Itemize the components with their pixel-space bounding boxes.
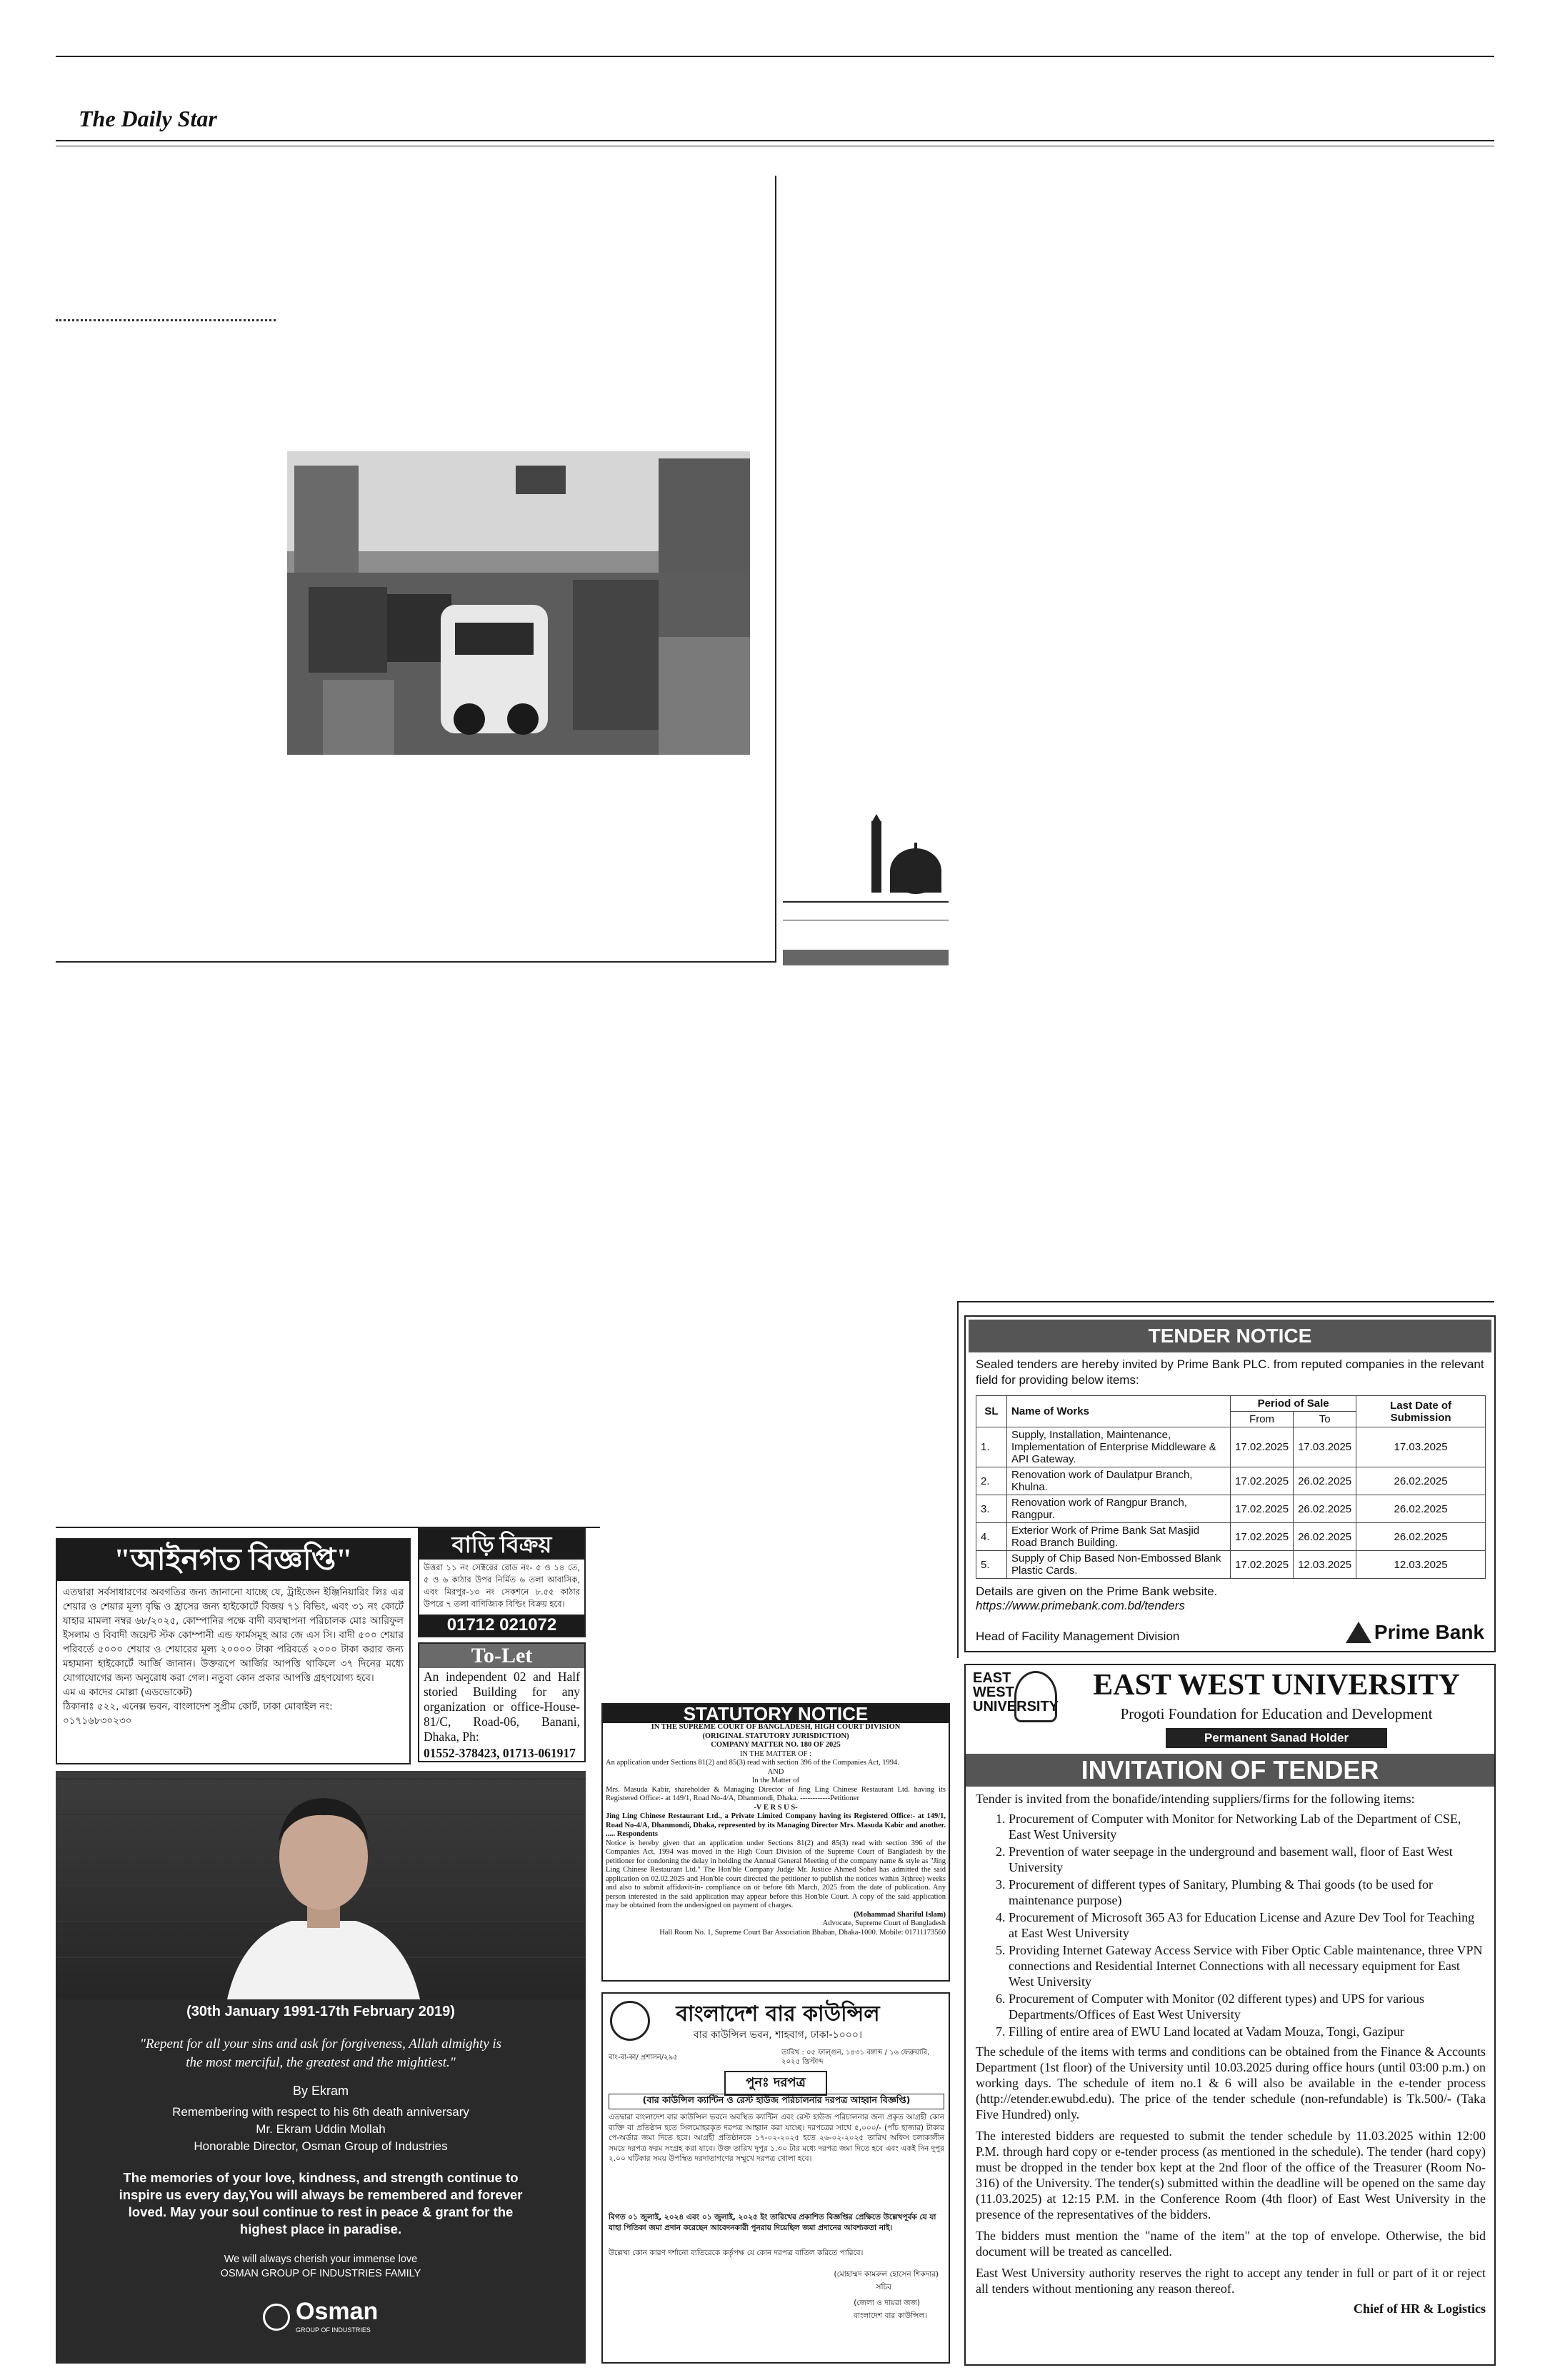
dotted-rule (56, 319, 276, 321)
ewu-logo-text: EAST WEST UNIVERSITY (973, 1670, 1059, 1714)
right-ads-rule (957, 1301, 959, 1658)
tender-head: Head of Facility Management Division (976, 1630, 1180, 1643)
statutory-signer: (Mohammad Shariful Islam) (854, 1910, 946, 1919)
tender-table (976, 1395, 1486, 1579)
ewu-content (976, 1791, 1486, 2316)
bar-council-note: উল্লেখ্য কোন কারণ দর্শানো ব্যতিরেকে কর্তৃপক্ষ যে কোন দরপত্র বাতিল করিতে পারিবে। (609, 2249, 864, 2257)
osman-logo-icon (263, 2304, 290, 2331)
legal-notice-body: এতদ্বারা সর্বসাধারণের অবগতির জন্য জানানো যাচ্ছে যে, ট্রাইজেন ইঞ্জিনিয়ারিং লিঃ এর শেয়ার ও শেয়ার মূল্য বৃদ্ধি ও হ্রাসের জন্য হাইকোর্টে বিজয় ৭১ বিভিং, এবং ৩১ নং কোর্টে যাহার মামলা নম্বর ৬৮/২০২৫, কোম্পানির পক্ষে বাদী ব্যবস্থাপনা পরিচালক মোঃ আরিফুল ইসলাম ও বিবাদী জয়েন্ট স্টক কোম্পানী এন্ড ফার্মসমূহ আর জে এস সি। বাদী ৫০০ শেয়ার পরিবর্তে ৫০০০ শেয়ার ও শেয়ারের মূল্য ২০০০০ টাকা পরিবর্তে ২০০০ টাকা করার জন্য মহামান্য হাইকোর্টে আর্জি জানান। উক্তরূপে আর্জির আপত্তি থাকিলে ৩৭ দিনের মধ্যে যোগাযোগের জন্য অনুরোধ করা গেল। নতুবা কোন প্রকার আপত্তি গ্রহণযোগ্য হবে। (63, 1587, 404, 1684)
memorial-ad (56, 1771, 586, 2364)
mosque-rule-1 (783, 901, 949, 903)
prime-bank-logo-text: Prime Bank (1374, 1621, 1484, 1643)
cell-sl: 3. (976, 1495, 1007, 1523)
statutory-court-3: COMPANY MATTER NO. 180 OF 2025 (711, 1741, 841, 1749)
bar-council-seal-icon (610, 2001, 650, 2041)
list-item: 1. Procurement of Computer with Monitor for Networking Lab of the Department of CSE, East West University (1009, 1811, 1486, 1842)
cell-name: Exterior Work of Prime Bank Sat Masjid Road Branch Building. (1007, 1523, 1231, 1551)
house-sale-body: উত্তরা ১১ নং সেক্টরের রোড নং- ৫ ও ১৪ তে, ৫ ও ৬ কাঠার উপর নির্মিত ৬ তলা আবাসিক, এবং মিরপুর-১৩ নং সেকশনে ৮.৫৫ কাঠার উপরে ৭ তলা বাণিজ্যিক বিল্ডিং বিক্রয় হবে। (424, 1562, 580, 1609)
statutory-and: AND (767, 1767, 784, 1776)
legal-notice-address: ঠিকানাঃ ৫২২, এনেক্স ভবন, বাংলাদেশ সুপ্রীম কোর্ট, ঢাকা মোবাইল নং: ০১৭১৬৮৩০২৩০ (63, 1701, 333, 1727)
cell-sl: 2. (976, 1467, 1007, 1495)
ewu-para4: East West University authority reserves the right to accept any tender in full or part of it or reject all tenders without mentioning any reason thereof. (976, 2266, 1486, 2296)
cell-from: 17.02.2025 (1231, 1551, 1294, 1579)
ewu-intro: Tender is invited from the bonafide/intending suppliers/firms for the following items: (976, 1792, 1415, 1806)
memorial-line3: Honorable Director, Osman Group of Industries (194, 2139, 448, 2153)
list-item: 7. Filling of entire area of EWU Land located at Vadam Mouza, Tongi, Gazipur (1009, 2024, 1486, 2039)
cell-to: 12.03.2025 (1294, 1551, 1356, 1579)
house-sale-title: বাড়ি বিক্রয় (419, 1530, 584, 1560)
statutory-versus: -V E R S U S- (754, 1803, 798, 1812)
statutory-notice-ad (601, 1703, 950, 1982)
cell-from: 17.02.2025 (1231, 1427, 1294, 1467)
ewu-name: EAST WEST UNIVERSITY (1093, 1669, 1460, 1702)
col-sl: SL (976, 1396, 1007, 1427)
statutory-petitioner: Mrs. Masuda Kabir, shareholder & Managing Director of Jing Ling Chinese Restaurant Ltd. having its Registered Office:- at 149/1, Road No-4/A, Dhanmondi, Dhaka. ------------Petitioner (606, 1785, 946, 1802)
street-scene-illustration (287, 451, 750, 755)
prime-bank-logo (1346, 1621, 1484, 1645)
cell-name: Renovation work of Rangpur Branch, Rangpur. (1007, 1495, 1231, 1523)
grey-bar (783, 950, 949, 965)
cell-from: 17.02.2025 (1231, 1495, 1294, 1523)
bar-council-signer3: বাংলাদেশ বার কাউন্সিল। (854, 2311, 927, 2320)
prime-bank-logo-icon (1346, 1622, 1371, 1643)
bar-council-title: বাংলাদেশ বার কাউন্সিল (676, 2002, 880, 2027)
osman-logo (263, 2298, 384, 2341)
tender-notice-title: TENDER NOTICE (969, 1320, 1491, 1352)
cell-last: 12.03.2025 (1356, 1551, 1486, 1579)
ewu-seal-icon (1014, 1671, 1057, 1722)
column-divider (775, 176, 776, 961)
memorial-closing2: OSMAN GROUP OF INDUSTRIES FAMILY (220, 2268, 421, 2279)
prime-bank-tender-ad (964, 1315, 1496, 1652)
col-name: Name of Works (1007, 1396, 1231, 1427)
statutory-respondents: Jing Ling Chinese Restaurant Ltd., a Private Limited Company having its Registered Office:- at 149/1, Road No-4/A, Dhanmondi, Dhaka, represented by its Managing Director Mrs. Masuda Kabir and another. ..... Respondents (606, 1812, 946, 1838)
to-let-body: An independent 02 and Half storied Building for any organization or office-House-81/C, Road-06, Banani, Dhaka, Ph: (424, 1669, 580, 1744)
table-row (976, 1427, 1486, 1467)
list-item: 2. Prevention of water seepage in the underground and basement wall, floor of East West University (1009, 1844, 1486, 1875)
cell-last: 17.03.2025 (1356, 1427, 1486, 1467)
bar-council-highlight: বিগত ০১ জুলাই, ২০২৪ এবং ০১ জুলাই, ২০২৫ ইং তারিখের প্রকাশিত বিজ্ঞপ্তির প্রেক্ষিতে উল্লেখপূর্বক যে যা যাহা পিতিকা জমা প্রদান করেছেন আবেদনকারী পুনরায় দিয়েছিল জমা প্রদানের আবশ্যকতা নাই। (609, 2213, 936, 2232)
table-row (976, 1467, 1486, 1495)
list-item: 6. Procurement of Computer with Monitor (02 different types) and UPS for various Departments/Offices of East West University (1009, 1991, 1486, 2022)
statutory-notice-title: STATUTORY NOTICE (603, 1704, 949, 1723)
memorial-dates: (30th January 1991-17th February 2019) (186, 2004, 455, 2019)
masthead-rule-1 (56, 140, 1494, 141)
statutory-court-1: IN THE SUPREME COURT OF BANGLADESH, HIGH COURT DIVISION (651, 1723, 901, 1731)
cell-last: 26.02.2025 (1356, 1523, 1486, 1551)
bar-council-body: এতদ্বারা বাংলাদেশ বার কাউন্সিল ভবনে অবস্থিত ক্যান্টিন এবং রেস্ট হাউজ পরিচালনার জন্য প্রকৃত আগ্রহী কোন ব্যক্তি বা প্রতিষ্ঠান হতে সিলমোহরকৃত দরপত্র আহ্বান করা যাচ্ছে। দরপত্রের সাথে ৫,০০০/- (পাঁচ হাজার) টাকার পে-অর্ডার জমা দিতে হবে। আগ্রহী প্রতিষ্ঠানকে ১৭-০২-২০২৫ হতে ২৬-০২-২০২৫ তারিখ অফিস চলাকালীন সময়ে দরপত্র ফরম সংগ্রহ করা যাবে। উক্ত তারিখ দুপুর ১.৩০ টার মধ্যে দরপত্র জমা দিতে হবে এবং একই দিন দুপুর ২.০০ ঘটিকার সময় উপস্থিত দরদাতাগণের সম্মুখে দরপত্র খোলা হবে। (609, 2113, 944, 2163)
section-bottom-rule (56, 961, 776, 963)
ewu-logo (973, 1671, 1059, 1739)
ewu-para1: The schedule of the items with terms and conditions can be obtained from the Finance & Accounts Department (1st floor) of the University until 10.03.2025 during office hours (until 03:00 p.m.) on working days. The schedule of item no.1 & 6 will also be available in the e-tender process (http://etender.ewubd.edu). The price of the tender schedule (non-refundable) is Tk.500/- (Taka Five Hundred) only. (976, 2044, 1486, 2122)
cell-to: 26.02.2025 (1294, 1495, 1356, 1523)
col-last: Last Date of Submission (1356, 1396, 1486, 1427)
top-rule (56, 56, 1494, 57)
legal-notice-ad (56, 1538, 411, 1764)
right-ads-top-rule (957, 1301, 1494, 1302)
cell-to: 26.02.2025 (1294, 1523, 1356, 1551)
cell-name: Supply, Installation, Maintenance, Implementation of Enterprise Middleware & API Gateway. (1007, 1427, 1231, 1467)
tender-table-header (976, 1396, 1486, 1412)
table-row (976, 1551, 1486, 1579)
list-item: 4. Procurement of Microsoft 365 A3 for Education License and Azure Dev Tool for Teaching at East West University (1009, 1909, 1486, 1941)
cell-sl: 1. (976, 1427, 1007, 1467)
news-photo (287, 451, 750, 755)
memorial-quote: "Repent for all your sins and ask for forgiveness, Allah almighty is the most merciful, the greatest and the mightiest." (139, 2037, 502, 2070)
list-item: 5. Providing Internet Gateway Access Service with Fiber Optic Cable maintenance, three VPN connections and Residential Internet Connections with all necessary equipment for East West University (1009, 1942, 1486, 1989)
osman-logo-text: Osman (296, 2298, 379, 2325)
ewu-badge: Permanent Sanad Holder (1166, 1728, 1387, 1748)
memorial-message: The memories of your love, kindness, and strength continue to inspire us every day,You will always be remembered and forever loved. May your soul continue to rest in peace & grant for the highest place in paradise. (119, 2170, 523, 2236)
osman-logo-sub: GROUP OF INDUSTRIES (296, 2326, 371, 2334)
memorial-closing1: We will always cherish your immense love (224, 2254, 418, 2265)
cell-to: 26.02.2025 (1294, 1467, 1356, 1495)
statutory-body: Notice is hereby given that an application under Sections 81(2) and 85(3) read with section 396 of the Companies Act, 1994 was moved in the High Court Division of the Supreme Court of Bangladesh by the petitioner for condoning the delay in holding the Annual General Meeting of the company name & style as "Jing Ling Chinese Restaurant Ltd." The Hon'ble Company Judge Mr. Justice Ahmed Sohel has admitted the said application on 02.02.2025 and Hon'ble court directed the petitioner to publish the notices within 3(three) weeks and also to submit affidavit-in- compliance on or before 6th March, 2025 from the date of publication. Any person interested in the said application may appear before this Hon'ble Court. A copy of the said application may be obtained from the undersigned on payment of charges. (606, 1839, 946, 1909)
col-period: Period of Sale (1231, 1396, 1356, 1412)
cell-last: 26.02.2025 (1356, 1467, 1486, 1495)
cell-from: 17.02.2025 (1231, 1523, 1294, 1551)
table-row (976, 1523, 1486, 1551)
cell-name: Supply of Chip Based Non-Embossed Blank Plastic Cards. (1007, 1551, 1231, 1579)
cell-last: 26.02.2025 (1356, 1495, 1486, 1523)
cell-name: Renovation work of Daulatpur Branch, Khulna. (1007, 1467, 1231, 1495)
statutory-in-matter: In the Matter of (751, 1777, 800, 1784)
col-to: To (1294, 1412, 1356, 1427)
memorial-line2: Mr. Ekram Uddin Mollah (256, 2122, 386, 2136)
legal-notice-title: "আইনগত বিজ্ঞপ্তি" (57, 1540, 409, 1581)
bar-council-signer2: (জেলা ও দায়রা জজ) (854, 2299, 920, 2307)
to-let-ad (418, 1642, 586, 1762)
cell-from: 17.02.2025 (1231, 1467, 1294, 1495)
list-item: 3. Procurement of different types of Sanitary, Plumbing & Thai goods (to be used for maintenance purpose) (1009, 1877, 1486, 1908)
to-let-phone: 01552-378423, 01713-061917 (424, 1746, 576, 1760)
masthead-logo: The Daily Star (79, 106, 217, 131)
statutory-notice-content (603, 1723, 949, 1937)
ewu-title: INVITATION OF TENDER (966, 1754, 1494, 1787)
table-row (976, 1495, 1486, 1523)
house-sale-phone: 01712 021072 (419, 1615, 584, 1636)
bar-council-ref: বাং-বা-কা/ প্রশাসন/২৯৫ (609, 2054, 678, 2062)
ewu-signer: Chief of HR & Logistics (1354, 2301, 1486, 2316)
tender-url[interactable]: https://www.primebank.com.bd/tenders (976, 1599, 1185, 1612)
cell-to: 17.03.2025 (1294, 1427, 1356, 1467)
to-let-title: To-Let (419, 1644, 584, 1668)
memorial-line1: Remembering with respect to his 6th death anniversary (172, 2105, 469, 2119)
ewu-foundation: Progoti Foundation for Education and Development (1120, 1705, 1433, 1722)
statutory-court-2: (ORIGINAL STATUTORY JURISDICTION) (702, 1732, 849, 1740)
cell-sl: 5. (976, 1551, 1007, 1579)
col-from: From (1231, 1412, 1294, 1427)
tender-details: Details are given on the Prime Bank website. (976, 1585, 1218, 1598)
cell-sl: 4. (976, 1523, 1007, 1551)
legal-notice-signer: এম এ কাদের মোল্লা (এডভোকেট) (63, 1687, 193, 1698)
bar-council-date: তারিখ : ০৫ ফাল্গুন, ১৪৩১ বঙ্গাব্দ / ১৬ ফেব্রুয়ারি, ২০২৫ খ্রিস্টাব্দ (781, 2049, 930, 2066)
ewu-items (976, 1811, 1486, 2039)
house-sale-ad (418, 1528, 586, 1637)
statutory-application: An application under Sections 81(2) and 85(3) read with section 396 of the Companies Act, 1994. (606, 1759, 899, 1767)
bar-council-subheading: (বার কাউন্সিল ক্যান্টিন ও রেস্ট হাউজ পরিচালনার দরপত্র আহ্বান বিজ্ঞপ্তি) (609, 2094, 944, 2109)
tender-notice-intro: Sealed tenders are hereby invited by Prime Bank PLC. from reputed companies in the relevant field for providing below items: (976, 1357, 1484, 1387)
mosque-icon (866, 814, 948, 900)
bar-council-ad (601, 1992, 950, 2364)
memorial-by: By Ekram (292, 2084, 349, 2098)
ewu-para2: The interested bidders are requested to submit the tender schedule by 11.03.2025 within 12:00 P.M. through hard copy or e-tender process (as mentioned in the schedule). The tender (hard copy) must be dropped in the tender box kept at the 2nd floor of the office of the Treasurer (Room No-316) of the University. The tender(s) submitted within the deadline will be opened on the same day (11.03.2025) at 12:15 P.M. in the Conference Room (4th floor) of East West University in the presence of the representatives of the bidders. (976, 2129, 1486, 2221)
ewu-tender-ad (964, 1664, 1496, 2366)
bar-council-subtitle: বার কাউন্সিল ভবন, শাহবাগ, ঢাকা-১০০০। (693, 2029, 863, 2041)
bar-council-signer-title: সচিব (876, 2283, 891, 2291)
bar-council-signer: (মোহাম্মদ কামরুল হোসেন শিকদার) (834, 2270, 939, 2279)
statutory-signer-addr: Hall Room No. 1, Supreme Court Bar Association Bhaban, Dhaka-1000. Mobile: 01711173560 (659, 1928, 946, 1937)
statutory-signer-title: Advocate, Supreme Court of Bangladesh (822, 1919, 946, 1927)
ewu-para3: The bidders must mention the "name of the item" at the top of envelope. Otherwise, the bid document will be treated as cancelled. (976, 2229, 1486, 2259)
bar-council-heading: পুনঃ দরপত্র (724, 2071, 827, 2096)
memorial-portrait (56, 1771, 586, 1999)
statutory-court-4: IN THE MATTER OF : (739, 1749, 812, 1758)
